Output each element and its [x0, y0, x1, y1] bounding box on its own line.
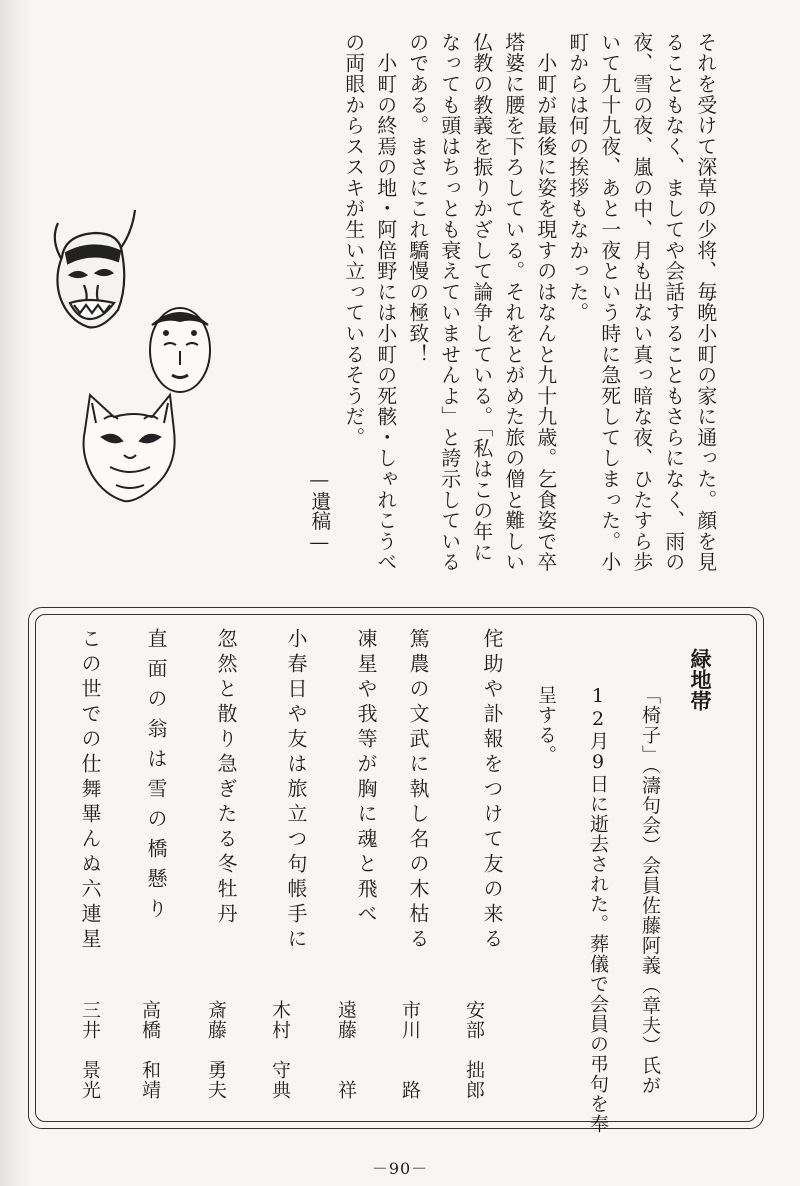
prose-line: 小町の終焉の地・阿倍野には小町の死骸・しゃれこうべ	[373, 32, 397, 573]
fox-mask-icon	[84, 395, 175, 501]
prose-line: のである。まさにこれ驕慢の極致！	[405, 32, 429, 365]
haiku-author: 安部 拙郎	[463, 1000, 485, 1100]
page-edge-shadow	[0, 0, 30, 1186]
haiku-author: 斎藤 勇夫	[205, 1000, 227, 1100]
haiku-author: 高橋 和靖	[139, 1000, 161, 1100]
hannya-mask-icon	[55, 210, 135, 327]
haiku-verse: 忽然と散り急ぎたる冬牡丹	[214, 628, 238, 928]
prose-line: の両眼からススキが生い立っているそうだ。	[341, 32, 365, 448]
haiku-verse: 篤農の文武に執し名の木枯る	[406, 628, 430, 953]
haiku-verse: 直面の翁は雪の橋懸り	[144, 628, 168, 928]
haiku-author: 遠藤 祥	[335, 1000, 357, 1100]
prose-line: 町からは何の挨拶もなかった。	[565, 32, 589, 324]
memorial-heading: 緑地帯	[688, 648, 713, 711]
prose-line: 夜、雪の夜、嵐の中、月も出ない真っ暗な夜、ひたすら歩	[629, 32, 653, 573]
page-number: －90－	[371, 1159, 429, 1178]
haiku-author: 木村 守典	[269, 1000, 291, 1100]
memorial-notice-line: 呈する。	[535, 685, 557, 765]
haiku-author: 市川 路	[399, 1000, 421, 1100]
signature: —遺稿—	[307, 468, 331, 554]
haiku-verse: 侘助や訃報をつけて友の来る	[480, 628, 504, 953]
prose-line: いて九十九夜、あと一夜という時に急死してしまった。小	[597, 32, 621, 573]
haiku-verse: この世での仕舞畢んぬ六連星	[78, 628, 102, 953]
noh-masks-illustration	[40, 205, 280, 545]
prose-line: なっても頭はちっとも衰えていませんよ」と誇示している	[437, 32, 461, 573]
prose-line: それを受けて深草の少将、毎晩小町の家に通った。顔を見	[693, 32, 717, 573]
memorial-notice-line: 12月9日に逝去された。葬儀で会員の弔句を奉	[587, 685, 609, 1134]
memorial-notice-line: 「椅子」（濤句会）会員佐藤阿義（章夫）氏が	[639, 685, 661, 1096]
prose-line: ることもなく、ましてや会話することもさらになく、雨の	[661, 32, 685, 573]
haiku-verse: 小春日や友は旅立つ句帳手に	[284, 628, 308, 953]
haiku-author: 三井 景光	[79, 1000, 101, 1100]
prose-line: 塔婆に腰を下ろしている。それをとがめた旅の僧と難しい	[501, 32, 525, 573]
ko-omote-mask-icon	[150, 308, 210, 392]
prose-line: 小町が最後に姿を現すのはなんと九十九歳。乞食姿で卒	[533, 32, 557, 573]
prose-line: 仏教の教義を振りかざして論争している。「私はこの年に	[469, 32, 493, 563]
haiku-verse: 凍星や我等が胸に魂と飛べ	[354, 628, 378, 928]
